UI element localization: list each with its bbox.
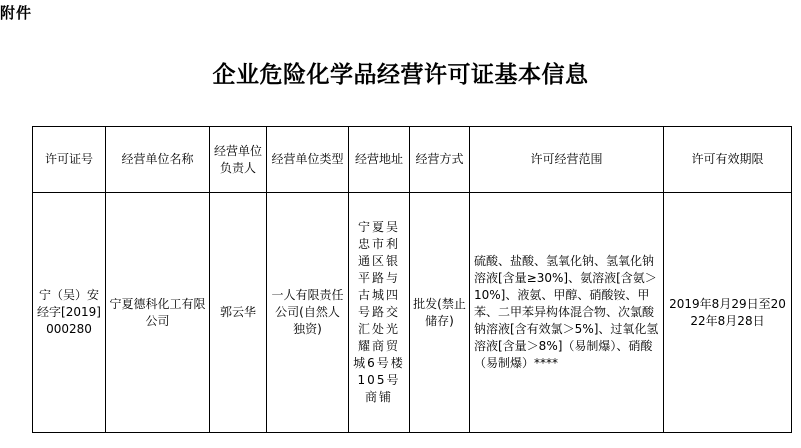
license-table	[32, 126, 792, 433]
table-row	[33, 193, 792, 433]
cell-license-no: 宁（吴）安经字[2019]000280	[33, 193, 106, 433]
header-company: 经营单位名称	[106, 127, 210, 193]
cell-type: 一人有限责任公司(自然人独资)	[267, 193, 349, 433]
header-person: 经营单位负责人	[210, 127, 267, 193]
header-scope: 许可经营范围	[470, 127, 664, 193]
cell-person: 郭云华	[210, 193, 267, 433]
header-type: 经营单位类型	[267, 127, 349, 193]
header-method: 经营方式	[410, 127, 470, 193]
cell-address: 宁夏吴忠市利通区银平路与古城四号路交汇处光耀商贸城6号楼105号商铺	[349, 193, 410, 433]
cell-company: 宁夏德科化工有限公司	[106, 193, 210, 433]
header-address: 经营地址	[349, 127, 410, 193]
header-license-no: 许可证号	[33, 127, 106, 193]
header-validity: 许可有效期限	[664, 127, 792, 193]
cell-method: 批发(禁止储存)	[410, 193, 470, 433]
cell-scope: 硫酸、盐酸、氢氧化钠、氢氧化钠溶液[含量≥30%]、氨溶液[含氨＞10%]、液氨、甲醇、硝酸铵、甲苯、二甲苯异构体混合物、次氯酸钠溶液[含有效氯＞5%]、过氧化氢溶液[含量＞8%]（易制爆）、硝酸（易制爆）****	[470, 193, 664, 433]
table-header-row	[33, 127, 792, 193]
attachment-label: 附件	[0, 4, 33, 22]
cell-validity: 2019年8月29日至2022年8月28日	[664, 193, 792, 433]
page-title: 企业危险化学品经营许可证基本信息	[212, 61, 589, 88]
